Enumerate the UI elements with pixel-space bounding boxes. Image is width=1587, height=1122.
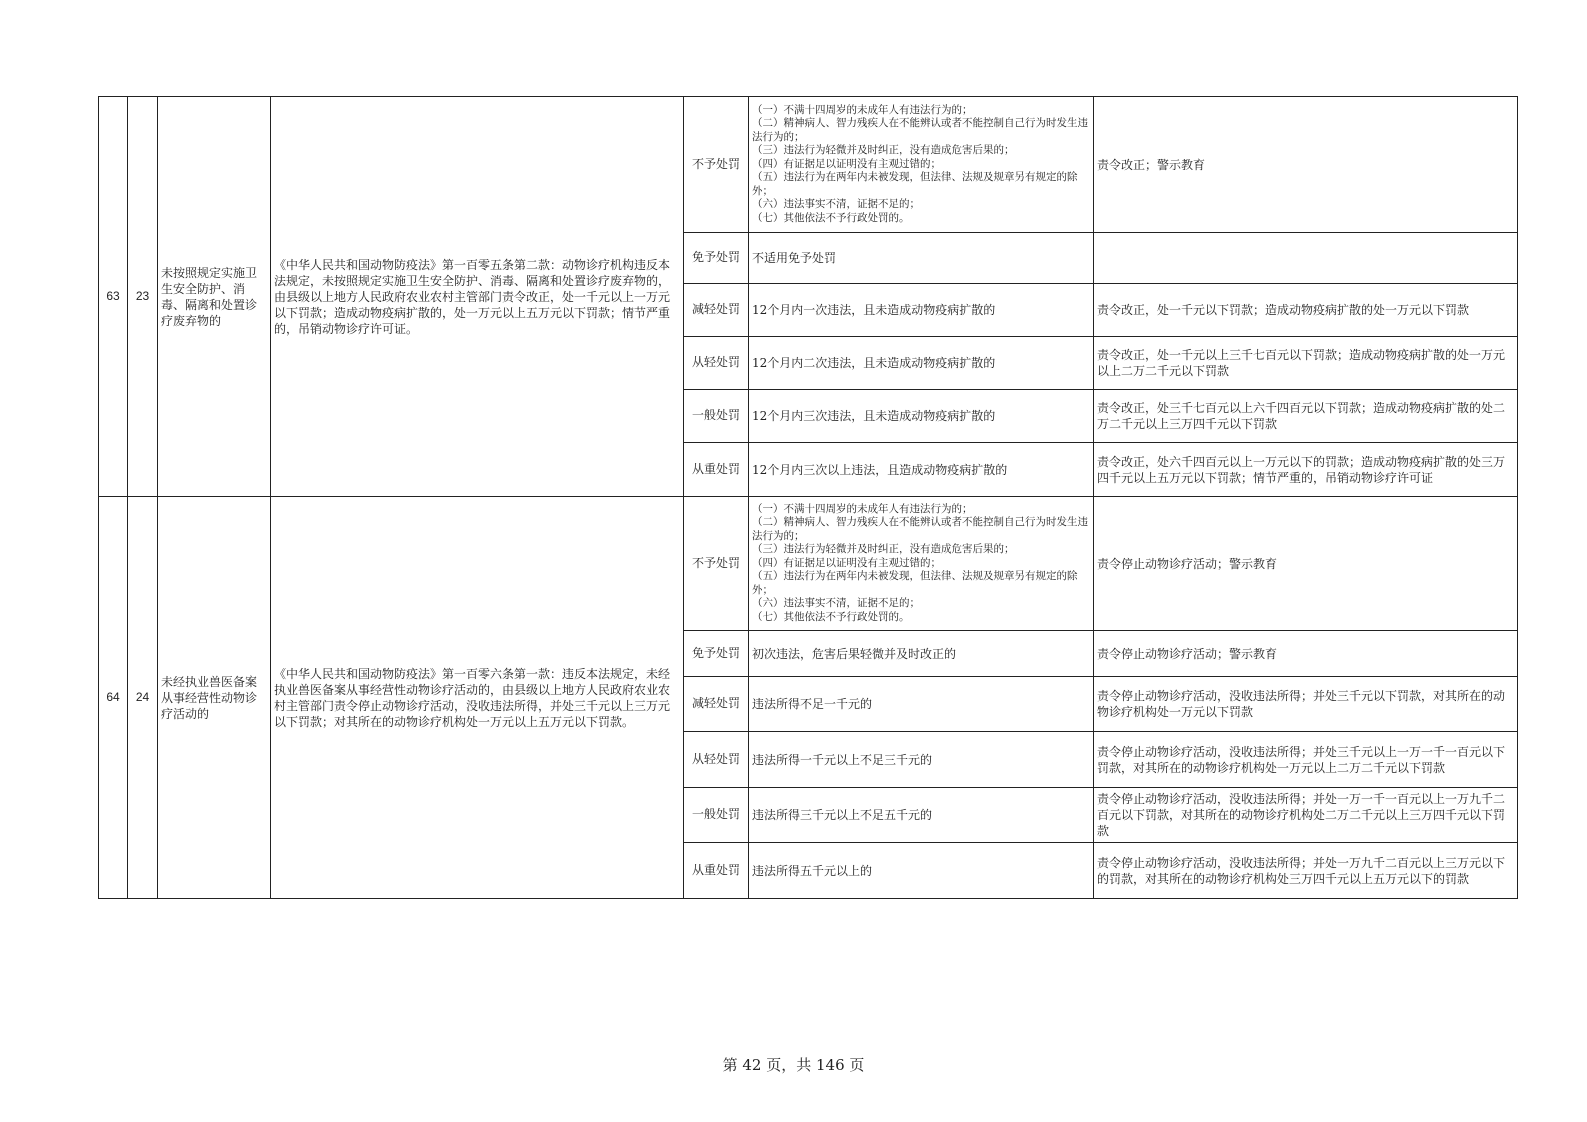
penalty-level: 从重处罚 (684, 843, 749, 899)
condition: 12个月内一次违法，且未造成动物疫病扩散的 (749, 284, 1094, 337)
condition-item: （二）精神病人、智力残疾人在不能辨认或者不能控制自己行为时发生违法行为的； (752, 117, 1088, 143)
condition-item: （五）违法行为在两年内未被发现，但法律、法规及规章另有规定的除外； (752, 570, 1078, 596)
condition: 违法所得不足一千元的 (749, 677, 1094, 732)
penalty-standard: 责令改正；警示教育 (1094, 97, 1518, 233)
page-number-footer: 第 42 页，共 146 页 (722, 1056, 865, 1074)
condition-item: （七）其他依法不予行政处罚的。 (752, 610, 910, 623)
penalty-level: 减轻处罚 (684, 284, 749, 337)
condition-item: （六）违法事实不清，证据不足的； (752, 198, 920, 211)
penalty-level: 从轻处罚 (684, 337, 749, 390)
penalty-level: 一般处罚 (684, 390, 749, 443)
condition-list (749, 97, 1094, 233)
penalty-level: 免予处罚 (684, 233, 749, 284)
penalty-level: 从轻处罚 (684, 732, 749, 788)
condition-item: （五）违法行为在两年内未被发现，但法律、法规及规章另有规定的除外； (752, 171, 1078, 197)
legal-basis: 《中华人民共和国动物防疫法》第一百零六条第一款：违反本法规定，未经执业兽医备案从事经营性动物诊疗活动的，由县级以上地方人民政府农业农村主管部门责令停止动物诊疗活动，没收违法所得，并处三千元以上三万元以下罚款；对其所在的动物诊疗机构处一万元以上五万元以下罚款。 (271, 497, 684, 899)
row-seq: 64 (99, 497, 128, 899)
penalty-standard: 责令停止动物诊疗活动，没收违法所得；并处一万九千二百元以上三万元以下的罚款，对其所在的动物诊疗机构处三万四千元以上五万元以下的罚款 (1094, 843, 1518, 899)
violation-name: 未经执业兽医备案从事经营性动物诊疗活动的 (158, 497, 271, 899)
condition-item: （六）违法事实不清，证据不足的； (752, 597, 920, 610)
legal-basis: 《中华人民共和国动物防疫法》第一百零五条第二款：动物诊疗机构违反本法规定，未按照规定实施卫生安全防护、消毒、隔离和处置诊疗废弃物的，由县级以上地方人民政府农业农村主管部门责令改正，处一千元以上一万元以下罚款；造成动物疫病扩散的，处一万元以上五万元以下罚款；情节严重的，吊销动物诊疗许可证。 (271, 97, 684, 497)
row-seq: 63 (99, 97, 128, 497)
condition-item: （四）有证据足以证明没有主观过错的； (752, 556, 941, 569)
penalty-standard: 责令停止动物诊疗活动；警示教育 (1094, 631, 1518, 677)
row-sub-seq: 24 (128, 497, 158, 899)
condition-item: （一）不满十四周岁的未成年人有违法行为的； (752, 502, 973, 515)
condition: 12个月内二次违法，且未造成动物疫病扩散的 (749, 337, 1094, 390)
penalty-level: 一般处罚 (684, 788, 749, 843)
condition: 12个月内三次违法，且未造成动物疫病扩散的 (749, 390, 1094, 443)
condition: 12个月内三次以上违法，且造成动物疫病扩散的 (749, 443, 1094, 497)
penalty-standard: 责令改正，处一千元以上三千七百元以下罚款；造成动物疫病扩散的处一万元以上二万二千元以下罚款 (1094, 337, 1518, 390)
penalty-level: 免予处罚 (684, 631, 749, 677)
penalty-standard: 责令改正，处六千四百元以上一万元以下的罚款；造成动物疫病扩散的处三万四千元以上五万元以下罚款；情节严重的，吊销动物诊疗许可证 (1094, 443, 1518, 497)
row-sub-seq: 23 (128, 97, 158, 497)
condition: 初次违法，危害后果轻微并及时改正的 (749, 631, 1094, 677)
condition-item: （三）违法行为轻微并及时纠正，没有造成危害后果的； (752, 144, 1015, 157)
penalty-standard: 责令停止动物诊疗活动，没收违法所得；并处三千元以上一万一千一百元以下罚款，对其所在的动物诊疗机构处一万元以上二万二千元以下罚款 (1094, 732, 1518, 788)
penalty-standard: 责令改正，处一千元以下罚款；造成动物疫病扩散的处一万元以下罚款 (1094, 284, 1518, 337)
table-row (99, 497, 1518, 631)
penalty-standard: 责令停止动物诊疗活动，没收违法所得；并处三千元以下罚款，对其所在的动物诊疗机构处一万元以下罚款 (1094, 677, 1518, 732)
condition-item: （四）有证据足以证明没有主观过错的； (752, 157, 941, 170)
condition: 违法所得一千元以上不足三千元的 (749, 732, 1094, 788)
condition: 违法所得五千元以上的 (749, 843, 1094, 899)
penalty-level: 不予处罚 (684, 97, 749, 233)
penalty-level: 不予处罚 (684, 497, 749, 631)
condition-item: （七）其他依法不予行政处罚的。 (752, 211, 910, 224)
condition: 不适用免予处罚 (749, 233, 1094, 284)
violation-name: 未按照规定实施卫生安全防护、消毒、隔离和处置诊疗废弃物的 (158, 97, 271, 497)
table-row (99, 97, 1518, 233)
penalty-standard: 责令停止动物诊疗活动，没收违法所得；并处一万一千一百元以上一万九千二百元以下罚款，对其所在的动物诊疗机构处二万二千元以上三万四千元以下罚款 (1094, 788, 1518, 843)
penalty-standard (1094, 233, 1518, 284)
condition: 违法所得三千元以上不足五千元的 (749, 788, 1094, 843)
penalty-standard: 责令改正，处三千七百元以上六千四百元以下罚款；造成动物疫病扩散的处二万二千元以上三万四千元以下罚款 (1094, 390, 1518, 443)
condition-item: （二）精神病人、智力残疾人在不能辨认或者不能控制自己行为时发生违法行为的； (752, 516, 1088, 542)
condition-list (749, 497, 1094, 631)
penalty-standards-table (98, 96, 1518, 899)
penalty-standard: 责令停止动物诊疗活动；警示教育 (1094, 497, 1518, 631)
condition-item: （三）违法行为轻微并及时纠正，没有造成危害后果的； (752, 543, 1015, 556)
condition-item: （一）不满十四周岁的未成年人有违法行为的； (752, 103, 973, 116)
penalty-level: 减轻处罚 (684, 677, 749, 732)
penalty-level: 从重处罚 (684, 443, 749, 497)
